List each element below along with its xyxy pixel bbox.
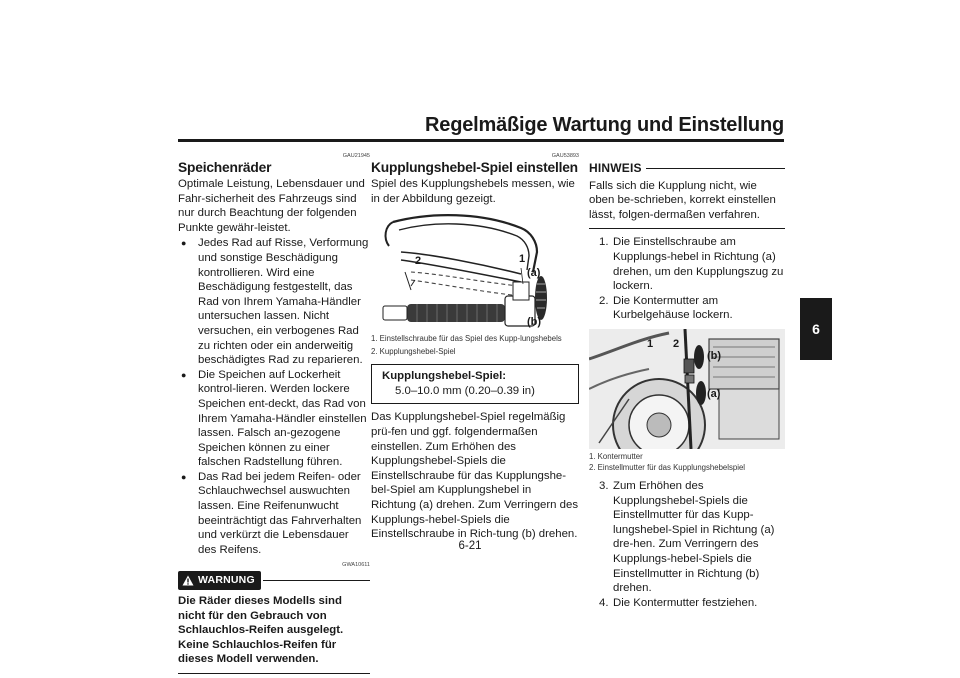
section-code: GAU21945: [342, 153, 370, 159]
clutch-lever-drawing: [371, 212, 551, 330]
photo-label-b: (b): [707, 349, 722, 362]
step-item: [589, 479, 785, 596]
step-text: Die Einstellschraube am Kupplungs-hebel in Richtung (a) drehen, um den Kupplungszug zu lockern.: [613, 236, 784, 293]
step-item: [589, 294, 785, 323]
step-number: 1.: [599, 236, 609, 249]
figure-label-2: 2: [415, 255, 422, 268]
section-title-clutch-lever: Kupplungshebel-Spiel einstellen: [371, 160, 578, 175]
column-spoked-wheels: [178, 152, 370, 674]
photo-label-1: 1: [647, 337, 654, 350]
column-hinweis: [589, 152, 785, 610]
hinweis-text: Falls sich die Kupplung nicht, wie oben be-schrieben, korrekt einstellen lässt, folgen-dermaßen verfahren.: [589, 179, 776, 221]
clutch-lever-illustration: [371, 212, 551, 330]
bullet-list: [178, 236, 370, 557]
hinweis-title: HINWEIS: [589, 161, 642, 175]
steps-list: [589, 235, 785, 323]
caption-item: 1. Einstellschraube für das Spiel des Kupp-lungshebels: [371, 334, 562, 344]
step-item: [589, 235, 785, 293]
warning-box: [178, 571, 370, 674]
warning-rule: [263, 580, 370, 581]
figure-label-b: (b): [527, 316, 542, 329]
warning-triangle-icon: [182, 575, 194, 586]
section-title-spoked-wheels: Speichenräder: [178, 160, 272, 175]
caption-item: 1. Kontermutter: [589, 451, 643, 461]
steps-list-continued: [589, 479, 785, 610]
page-number: 6-21: [458, 540, 482, 552]
caption-item: 2. Einstellmutter für das Kupplungshebelspiel: [589, 462, 746, 472]
step-text: Zum Erhöhen des Kupplungshebel-Spiels die Einstellmutter für das Kupp-lungshebel-Spiel in Richtung (a) dre-hen. Zum Verringern des Kupplungs-hebel-Spiels die Einstellmutter in Richtung (b) drehen.: [613, 479, 775, 595]
bullet-item: ● Jedes Rad auf Risse, Verformung und sonstige Beschädigung kontrollieren. Wird eine Beschädigung festgestellt, das Rad von Ihrem Yamaha-Händler untersuchen lassen. Nicht versuchen, ein verbogenes Rad zu richten oder ein anderweitig beschädigtes Rad zu reparieren.: [178, 236, 370, 367]
spec-box: [371, 364, 579, 404]
warning-badge: [178, 571, 261, 590]
step-text: Die Kontermutter festziehen.: [613, 596, 758, 609]
bullet-item: ● Das Rad bei jedem Reifen- oder Schlauchwechsel auswuchten lassen. Eine Reifenunwucht beeinträchtigt das Fahrverhalten und verkürzt die Lebensdauer des Reifens.: [178, 470, 370, 558]
step-item: [589, 596, 785, 611]
hinweis-rule: [646, 168, 785, 169]
warning-label: WARNUNG: [198, 574, 255, 587]
photo-label-a: (a): [707, 387, 721, 400]
clutch-cable-drawing: [589, 329, 785, 449]
page-header-title: Regelmäßige Wartung und Einstellung: [425, 114, 784, 136]
header-rule: [178, 139, 784, 142]
caption-item: 2. Kupplungshebel-Spiel: [371, 347, 456, 357]
photo-captions: [589, 452, 785, 473]
warning-code: GWA10611: [342, 562, 370, 569]
figure-captions: [371, 334, 579, 357]
spacer: [589, 152, 785, 160]
step-number: 3.: [599, 479, 609, 492]
section-code: GAU53893: [551, 153, 579, 159]
column-clutch-lever: [371, 152, 579, 542]
hinweis-header: [589, 161, 785, 176]
spec-value: 5.0–10.0 mm (0.20–0.39 in): [395, 384, 535, 397]
spec-title: Kupplungshebel-Spiel:: [382, 370, 507, 383]
figure-label-a: (a): [527, 267, 541, 280]
bullet-item: ● Die Speichen auf Lockerheit kontrol-lieren. Werden lockere Speichen ent-deckt, das Rad von Ihrem Yamaha-Händler einstellen lassen. Falsch an-gezogene Speichen können zu einer falschen Radstellung führen.: [178, 368, 370, 470]
intro-paragraph: Spiel des Kupplungshebels messen, wie in der Abbildung gezeigt.: [371, 178, 575, 205]
warning-text: Die Räder dieses Modells sind nicht für den Gebrauch von Schlauchlos-Reifen ausgelegt. Keine Schlauchlos-Reifen für dieses Modell verwenden.: [178, 595, 344, 666]
step-number: 4.: [599, 596, 609, 609]
figure-label-1: 1: [519, 253, 526, 266]
step-number: 2.: [599, 294, 609, 307]
warning-end-rule: [178, 673, 370, 674]
body-paragraph: Das Kupplungshebel-Spiel regelmäßig prü-fen und ggf. folgendermaßen einstellen. Zum Erhöhen des Kupplungshebel-Spiels die Einstellschraube für das Kupplungshe-bel-Spiel am Kupplungshebel in Richtung (a) drehen. Zum Verringern des Kupplungs-hebel-Spiels die Einstellschraube in Rich-tung (b) drehen.: [371, 411, 579, 541]
intro-paragraph: Optimale Leistung, Lebensdauer und Fahr-sicherheit des Fahrzeugs sind nur durch Beachtung der folgenden Punkte gewähr-leistet.: [178, 178, 365, 234]
clutch-cable-photo: [589, 329, 785, 449]
photo-label-2: 2: [673, 337, 680, 350]
step-text: Die Kontermutter am Kurbelgehäuse lockern.: [613, 294, 733, 322]
chapter-tab[interactable]: 6: [800, 298, 832, 360]
hinweis-end-rule: [589, 228, 785, 229]
